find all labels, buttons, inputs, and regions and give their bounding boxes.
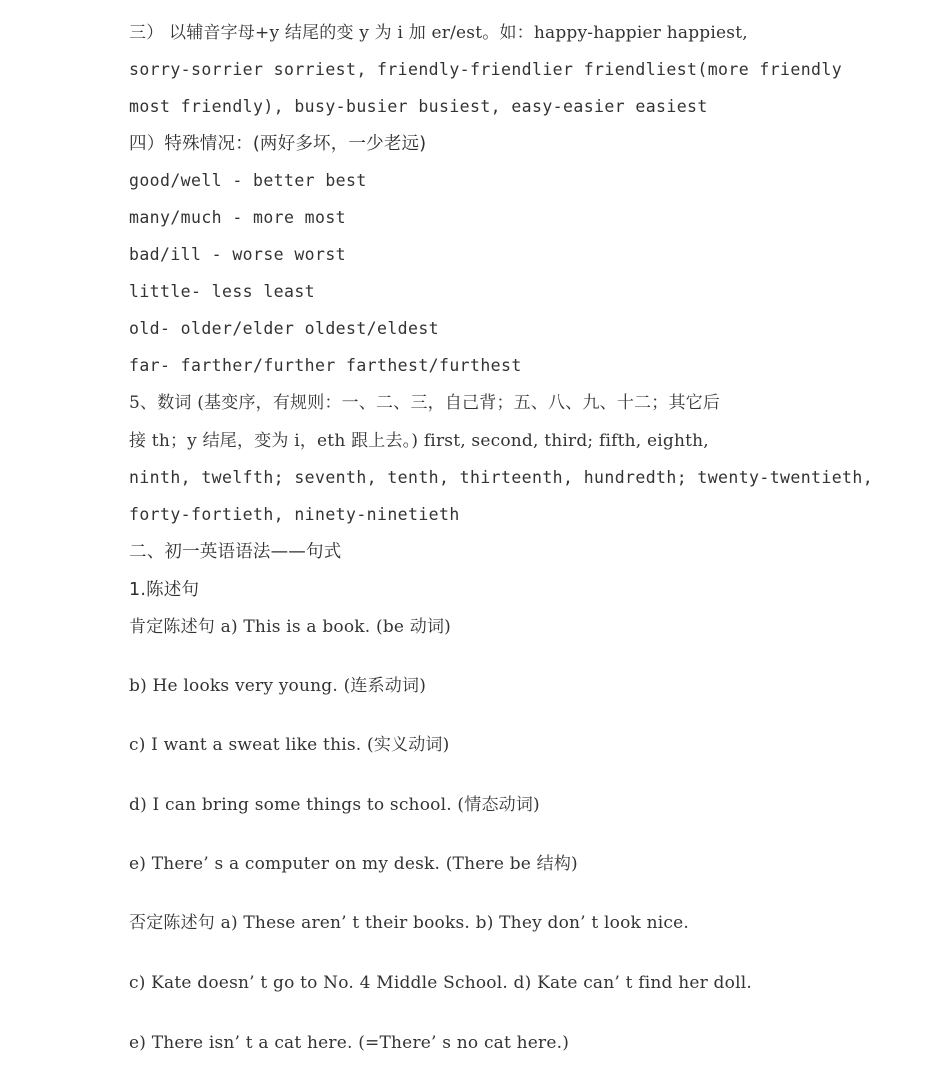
text-line-17: 肯定陈述句 a) This is a book. (be 动词) xyxy=(129,617,452,637)
text-line-23: c) Kate doesn’ t go to No. 4 Middle School. d) Kate can’ t find her doll. xyxy=(129,973,752,993)
text-line-6: many/much - more most xyxy=(129,208,347,227)
text-line-10: far- farther/further farthest/furthest xyxy=(129,356,522,375)
text-line-22: 否定陈述句 a) These aren’ t their books. b) They don’ t look nice. xyxy=(129,913,689,933)
text-line-18: b) He looks very young. (连系动词) xyxy=(129,676,427,696)
text-line-8: little- less least xyxy=(129,282,316,301)
text-line-12: 接 th；y 结尾，变为 i，eth 跟上去。) first, second, third; fifth, eighth, xyxy=(129,431,709,451)
text-line-2: sorry-sorrier sorriest, friendly-friendlier friendliest(more friendly xyxy=(129,60,843,79)
text-line-9: old- older/elder oldest/eldest xyxy=(129,319,440,338)
text-line-21: e) There’ s a computer on my desk. (There be 结构) xyxy=(129,854,578,874)
section-heading-numerals: 5、数词 (基变序，有规则：一、二、三，自己背；五、八、九、十二；其它后 xyxy=(129,393,721,413)
text-line-14: forty-fortieth, ninety-ninetieth xyxy=(129,505,460,524)
section-heading-special-cases: 四）特殊情况：(两好多坏，一少老远) xyxy=(129,134,427,154)
text-line-1: 三） 以辅音字母+y 结尾的变 y 为 i 加 er/est。如：happy-happier happiest, xyxy=(129,23,748,43)
section-heading-declarative: 1.陈述句 xyxy=(129,580,200,600)
text-line-20: d) I can bring some things to school. (情态动词) xyxy=(129,795,540,815)
text-line-5: good/well - better best xyxy=(129,171,367,190)
section-heading-sentence-patterns: 二、初一英语语法——句式 xyxy=(129,542,342,562)
text-line-24: e) There isn’ t a cat here. (=There’ s no cat here.) xyxy=(129,1033,570,1053)
text-line-13: ninth, twelfth; seventh, tenth, thirteenth, hundredth; twenty-twentieth, xyxy=(129,468,874,487)
text-line-3: most friendly), busy-busier busiest, easy-easier easiest xyxy=(129,97,708,116)
text-line-7: bad/ill - worse worst xyxy=(129,245,347,264)
text-line-19: c) I want a sweat like this. (实义动词) xyxy=(129,735,450,755)
